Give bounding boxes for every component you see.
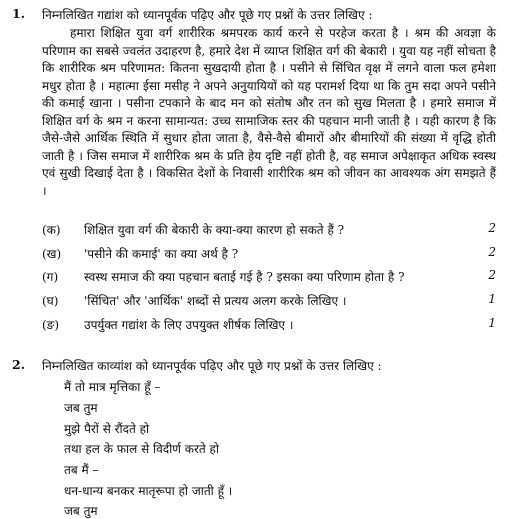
- subquestion-marks: 2: [488, 245, 496, 259]
- subquestion-label: (ख): [42, 247, 62, 261]
- question-1-passage: हमारा शिक्षित युवा वर्ग शारीरिक श्रमपरक कार्य करने से परहेज करता है । श्रम की अवज्ञा के परिणाम का सबसे ज्वलंत उदाहरण है, हमारे देश में व्याप्त शिक्षित वर्ग की बेकारी । युवा यह नहीं सोचता है कि शारीरिक श्रम परिणामत: कितना सुखदायी होता है । पसीने से सिंचित वृक्ष में लगने वाला फल हमेशा मधुर होता है । महात्मा ईसा मसीह ने अपने अनुयायियों को यह परामर्श दिया था कि तुम सदा अपने पसीने की कमाई खाना । पसीना टपकाने के बाद मन को संतोष और तन को सुख मिलता है । हमारे समाज में शिक्षित वर्ग के श्रम न करना सामान्यत: उच्च सामाजिक स्तर की पहचान मानी जाती है । यही कारण है कि जैसे-जैसे आर्थिक स्थिति में सुधार होता जाता है, वैसे-वैसे बीमारों और बीमारियों की संख्या में वृद्धि होती जाती है । जिस समाज में शारीरिक श्रम के प्रति हेय दृष्टि नहीं होती है, वह समाज अपेक्षाकृत अधिक स्वस्थ एवं सुखी दिखाई देता है । विकसित देशों के निवासी शारीरिक श्रम को जीवन का आवश्यक अंग समझते हैं ।: [42, 26, 496, 198]
- subquestion-label: (ङ): [42, 318, 60, 332]
- question-1-instruction: निम्नलिखित गद्यांश को ध्यानपूर्वक पढ़िए और पूछे गए प्रश्नों के उत्तर लिखिए :: [42, 8, 373, 22]
- subquestion-kha: [42, 245, 504, 263]
- poem-line: तथा हल के फाल से विदीर्ण करते हो: [64, 442, 220, 456]
- subquestion-gha: [42, 292, 504, 310]
- poem-line: धन-धान्य बनकर मातृरूपा हो जाती हूँ ।: [64, 484, 233, 498]
- subquestion-label: (ग): [42, 270, 59, 284]
- subquestion-label: (क): [42, 223, 61, 237]
- subquestion-marks: 2: [488, 221, 496, 235]
- subquestion-text: शिक्षित युवा वर्ग की बेकारी के क्या-क्या कारण हो सकते हैं ?: [84, 223, 345, 237]
- subquestion-ka: [42, 221, 504, 239]
- subquestion-text: उपर्युक्त गद्यांश के लिए उपयुक्त शीर्षक लिखिए ।: [84, 318, 294, 332]
- poem-line: जब तुम: [64, 401, 98, 415]
- poem-line: तब मैं –: [64, 463, 99, 477]
- subquestion-text: 'पसीने की कमाई' का क्या अर्थ है ?: [84, 247, 239, 261]
- poem-line: मैं तो मात्र मृत्तिका हूँ –: [64, 380, 161, 394]
- poem-line: मुझे पैरों से रौंदते हो: [64, 422, 150, 436]
- subquestion-marks: 2: [488, 268, 496, 282]
- question-2-instruction: निम्नलिखित काव्यांश को ध्यानपूर्वक पढ़िए और पूछे गए प्रश्नों के उत्तर लिखिए :: [42, 359, 382, 373]
- question-2-number: 2.: [12, 357, 26, 372]
- subquestion-marks: 1: [488, 292, 496, 306]
- subquestion-text: स्वस्थ समाज की क्या पहचान बताई गई है ? इसका क्या परिणाम होता है ?: [84, 270, 405, 284]
- subquestion-nga: [42, 316, 504, 334]
- poem-line: जब तुम: [64, 504, 98, 518]
- subquestion-ga: [42, 268, 504, 286]
- subquestion-marks: 1: [488, 316, 496, 330]
- question-1-number: 1.: [12, 6, 26, 21]
- subquestion-label: (घ): [42, 294, 59, 308]
- subquestion-text: 'सिंचित' और 'आर्थिक' शब्दों से प्रत्यय अलग करके लिखिए ।: [84, 294, 347, 308]
